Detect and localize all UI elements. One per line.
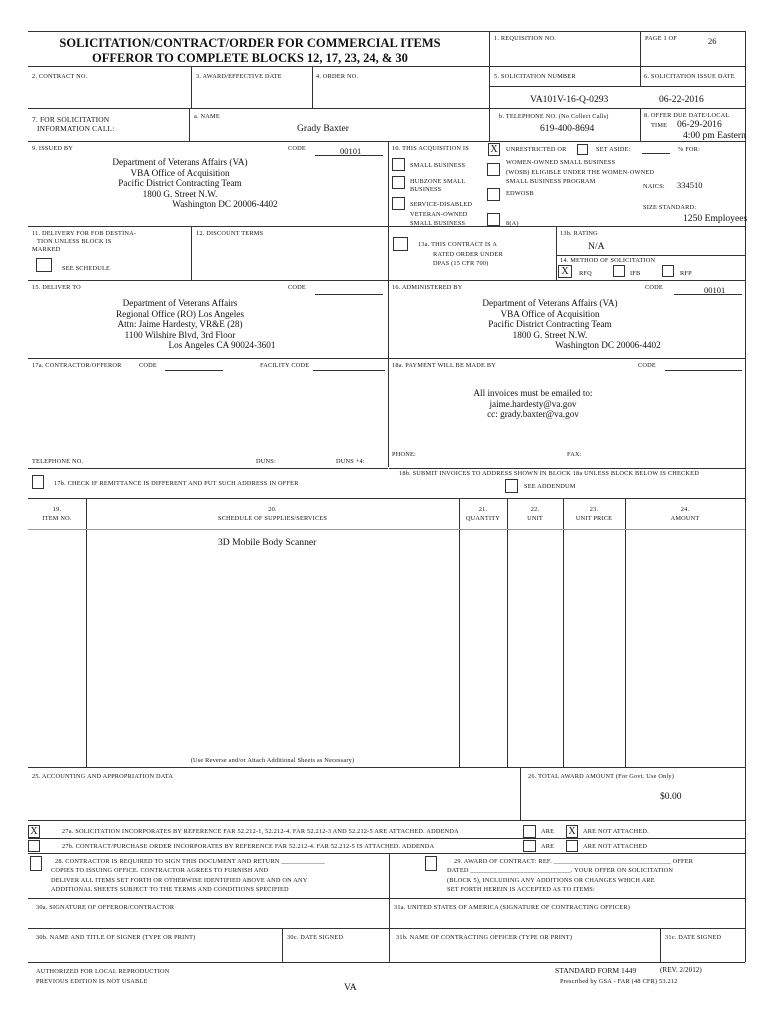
edwosb-checkbox[interactable] [487,188,500,201]
column-header-quantity [459,505,507,523]
address-line: Department of Veterans Affairs [122,298,238,308]
rating-label: 13b. RATING [560,230,598,237]
reproduction-note-line-2: PREVIOUS EDITION IS NOT USABLE [36,977,148,985]
percent-for-label: % FOR: [678,146,701,153]
due-date[interactable]: 06-29-2016 [677,119,722,130]
column-header-schedule-label: SCHEDULE OF SUPPLIES/SERVICES [217,515,328,522]
small-business-checkbox[interactable] [392,158,405,171]
address-line: VBA Office of Acquisition [130,167,230,178]
page-total: 26 [708,36,717,46]
hubzone-checkbox[interactable] [392,176,405,189]
rfq-label: RFQ [579,270,592,277]
acquisition-label: 10. THIS ACQUISITION IS [392,145,469,152]
contact-name[interactable]: Grady Baxter [297,123,349,134]
ref-27b-not-attached-label: ARE NOT ATTACHED [583,843,648,850]
wosb-label-1: WOMEN-OWNED SMALL BUSINESS [506,159,616,166]
total-amount[interactable]: $0.00 [660,791,682,802]
prescribed-by-label: Prescribed by GSA - FAR (48 CFR) 53.212 [560,978,678,985]
ref-27a-are-checkbox[interactable] [523,825,536,838]
ref-27b-are-checkbox[interactable] [523,840,536,852]
administered-by-address [400,298,700,351]
sdvosb-checkbox[interactable] [392,197,405,210]
info-call-label [32,115,115,133]
info-call-label-2: INFORMATION CALL: [37,124,115,133]
see-schedule-checkbox[interactable] [36,258,52,272]
accounting-label: 25. ACCOUNTING AND APPROPRIATION DATA [32,773,174,780]
block-29-line-1: 29. AWARD OF CONTRACT: REF. ___________________________________ OFFER [454,858,694,865]
ref-27a-checkbox[interactable]: X [28,825,40,838]
submit-invoices-label: 18b. SUBMIT INVOICES TO ADDRESS SHOWN IN BLOCK 18a UNLESS BLOCK BELOW IS CHECKED [399,470,699,477]
payment-code-label: CODE [638,362,656,369]
signer-name-label[interactable]: 30b. NAME AND TITLE OF SIGNER (TYPE OR PRINT) [36,934,196,941]
issued-code-label: CODE [288,145,306,152]
rated-order-checkbox[interactable] [393,237,408,251]
size-standard-label: SIZE STANDARD: [643,204,697,211]
column-header-unit-price-label: UNIT PRICE [575,515,613,522]
sdvosb-label [410,200,472,229]
column-header-unit-price [563,505,625,523]
address-line: Pacific District Contracting Team [118,178,242,188]
address-line: Washington DC 20006-4402 [172,199,278,209]
column-header-item [28,505,86,523]
solicitation-no-label: 5. SOLICITATION NUMBER [494,73,576,80]
set-aside-checkbox[interactable] [577,144,588,155]
ref-27b-checkbox[interactable] [28,840,40,852]
address-line: Los Angeles CA 90024-3601 [168,340,276,350]
agency-label: VA [344,982,357,993]
address-line: 1800 G. Street N.W. [512,329,588,340]
column-header-item-label: ITEM NO. [42,515,72,522]
block-28-line-1: 28. CONTRACTOR IS REQUIRED TO SIGN THIS DOCUMENT AND RETURN _____________ [55,858,325,865]
column-header-unit-number: 22. [530,506,540,513]
column-header-amount-label: AMOUNT [670,515,700,522]
column-header-schedule-number: 20. [268,506,277,513]
ref-27a-not-attached-checkbox[interactable]: X [566,825,578,838]
column-header-unit-label: UNIT [527,515,543,522]
delivery-label-3: MARKED [32,246,61,253]
sdvosb-label-1: SERVICE-DISABLED [410,201,473,208]
ref-27b-label: 27b. CONTRACT/PURCHASE ORDER INCORPORATES BY REFERENCE FAR 52.212-4. FAR 52.212-5 IS ATTACHED. ADDENDA [62,843,435,850]
column-header-schedule [86,505,459,523]
ref-27a-are-label: ARE [541,828,555,835]
page-label: PAGE 1 OF [645,35,678,42]
ref-27a-label: 27a. SOLICITATION INCORPORATES BY REFERENCE FAR 52.212-1, 52.212-4. FAR 52.212-3 AND 52.212-5 ARE ATTACHED. ADDENDA [62,828,459,835]
contracting-officer-signature-label[interactable]: 31a. UNITED STATES OF AMERICA (SIGNATURE OF CONTRACTING OFFICER) [394,904,631,911]
award-date-label: 3. AWARD/EFFECTIVE DATE [196,73,282,80]
offeror-signature-label[interactable]: 30a. SIGNATURE OF OFFEROR/CONTRACTOR [36,904,175,911]
block-29-line-2: DATED ______________________________. YOUR OFFER ON SOLICITATION [447,867,674,875]
address-line: Department of Veterans Affairs (VA) [112,157,248,167]
payment-label: 18a. PAYMENT WILL BE MADE BY [392,362,497,369]
block-29-line-4: SET FORTH HEREIN IS ACCEPTED AS TO ITEMS: [447,885,595,893]
officer-date-signed-label[interactable]: 31c. DATE SIGNED [665,934,722,941]
delivery-label-2: TION UNLESS BLOCK IS [37,238,112,245]
form-title [40,36,460,66]
hubzone-label [410,178,466,194]
sdvosb-label-2: VETERAN-OWNED [410,210,468,218]
eight-a-label: 8(A) [506,220,519,227]
discount-terms-label: 12. DISCOUNT TERMS [196,230,264,237]
block-29-line-3: (BLOCK 5), INCLUDING ANY ADDITIONS OR CHANGES WHICH ARE [447,876,655,884]
address-line: Washington DC 20006-4402 [555,340,661,350]
invoice-line[interactable]: jaime.hardesty@va.gov [489,398,577,409]
column-header-amount [625,505,745,523]
total-amount-label: 26. TOTAL AWARD AMOUNT (For Govt. Use Only) [528,773,675,780]
duns-label: DUNS: [256,458,276,465]
naics-code[interactable]: 334510 [677,180,703,190]
column-header-unit [507,505,563,523]
rfp-checkbox[interactable] [662,265,674,277]
requisition-label: 1. REQUISITION NO. [494,35,557,42]
reverse-note: (Use Reverse and/or Attach Additional Sheets as Necessary) [190,757,355,764]
wosb-label [506,158,654,187]
rfp-label: RFP [680,270,692,277]
unrestricted-checkbox[interactable]: X [488,143,500,156]
due-date-label: 8. OFFER DUE DATE/LOCAL [644,112,730,119]
form-title-line-1: SOLICITATION/CONTRACT/ORDER FOR COMMERCIAL ITEMS [59,36,441,50]
column-header-amount-number: 24. [680,506,690,513]
facility-code-label: FACILITY CODE [260,362,310,369]
edwosb-label: EDWOSB [506,190,534,197]
issued-by-label: 9. ISSUED BY [32,145,74,152]
deliver-code-label: CODE [288,284,306,291]
duns4-label: DUNS +4: [336,458,365,465]
telephone-no-label: TELEPHONE NO. [32,458,84,465]
block-28-line-3: DELIVER ALL ITEMS SET FORTH OR OTHERWISE IDENTIFIED ABOVE AND ON ANY [51,876,308,884]
set-aside-label: SET ASIDE: [596,146,631,153]
ifb-checkbox[interactable] [613,265,625,277]
naics-label: NAICS: [643,183,665,190]
rating-value[interactable]: N/A [588,241,605,252]
block-28-text [51,857,325,894]
address-line: Department of Veterans Affairs (VA) [482,298,618,308]
remittance-checkbox[interactable] [32,475,44,489]
time-label: TIME [651,122,668,129]
block-28-line-4: ADDITIONAL SHEETS SUBJECT TO THE TERMS AND CONDITIONS SPECIFIED [51,885,289,893]
invoice-line: All invoices must be emailed to: [473,388,593,398]
invoice-instructions [418,388,648,420]
column-header-unit-price-number: 23. [589,506,599,513]
column-header-quantity-number: 21. [478,506,488,513]
rated-order-label-3: DPAS (15 CFR 700) [433,260,489,267]
address-line: Pacific District Contracting Team [488,319,612,329]
delivery-label [32,230,136,254]
rated-order-label-1: 13a. THIS CONTRACT IS A [418,241,498,248]
info-call-label-1: 7. FOR SOLICITATION [32,115,110,124]
reproduction-note-line-1: AUTHORIZED FOR LOCAL REPRODUCTION [36,968,170,975]
issued-by-address [30,157,330,210]
address-line: Regional Office (RO) Los Angeles [116,308,244,319]
column-header-item-number: 19. [52,506,62,513]
invoice-line[interactable]: cc: grady.baxter@va.gov [487,409,579,419]
address-line: VBA Office of Acquisition [500,308,600,319]
contractor-code-label: CODE [139,362,157,369]
rfq-checkbox[interactable]: X [558,265,572,278]
revision-label: (REV. 2/2012) [660,966,702,974]
sdvosb-label-3: SMALL BUSINESS [410,220,466,227]
block-29-text [447,857,694,894]
rated-order-label [418,240,503,269]
contracting-officer-name-label[interactable]: 31b. NAME OF CONTRACTING OFFICER (TYPE OR PRINT) [396,934,573,941]
size-standard[interactable]: 1250 Employees [683,213,748,224]
eight-a-checkbox[interactable] [487,213,500,226]
small-business-label: SMALL BUSINESS [410,162,466,169]
see-addendum-checkbox[interactable] [505,479,518,493]
solicitation-number[interactable]: VA101V-16-Q-0293 [530,94,609,105]
form-title-line-2: OFFEROR TO COMPLETE BLOCKS 12, 17, 23, 24, & 30 [92,51,408,65]
method-label: 14. METHOD OF SOLICITATION [560,257,656,264]
due-time[interactable]: 4:00 pm Eastern [683,130,746,141]
ref-27b-not-attached-checkbox[interactable] [566,840,578,852]
see-addendum-label: SEE ADDENDUM [524,483,576,490]
standard-form-label: STANDARD FORM 1449 [555,966,637,975]
administered-by-label: 16. ADMINISTERED BY [392,284,463,291]
address-line: 1100 Wilshire Blvd, 3rd Floor [124,329,236,340]
admin-code[interactable]: 00101 [704,285,726,295]
contractor-label: 17a. CONTRACTOR/OFFEROR [32,362,122,369]
hubzone-label-2: BUSINESS [410,186,442,193]
address-line: 1800 G. Street N.W. [142,188,218,199]
contact-phone[interactable]: 619-400-8694 [540,123,595,134]
deliver-to-label: 15. DELIVER TO [32,284,81,291]
name-label: a. NAME [194,113,220,120]
unrestricted-label: UNRESTRICTED OR [506,146,567,153]
reproduction-note [36,967,170,986]
offeror-date-signed-label[interactable]: 30c. DATE SIGNED [287,934,344,941]
order-no-label: 4. ORDER NO. [316,73,359,80]
issue-date-label: 6. SOLICITATION ISSUE DATE [644,73,735,80]
block-28-line-2: COPIES TO ISSUING OFFICE. CONTRACTOR AGREES TO FURNISH AND [51,867,269,875]
column-header-quantity-label: QUANTITY [465,515,501,522]
schedule-item[interactable]: 3D Mobile Body Scanner [218,537,317,548]
issue-date[interactable]: 06-22-2016 [659,94,704,105]
wosb-label-3: SMALL BUSINESS PROGRAM [506,178,596,185]
rated-order-label-2: RATED ORDER UNDER [433,250,503,258]
wosb-checkbox[interactable] [487,163,500,176]
ref-27b-are-label: ARE [541,843,555,850]
remittance-label: 17b. CHECK IF REMITTANCE IS DIFFERENT AND PUT SUCH ADDRESS IN OFFER [54,480,299,487]
hubzone-label-1: HUBZONE SMALL [410,178,466,185]
address-line: Attn: Jaime Hardesty, VR&E (28) [117,319,243,329]
award-checkbox[interactable] [425,856,437,871]
ifb-label: IFB [630,270,641,277]
issued-code[interactable]: 00101 [340,146,362,156]
see-schedule-label: SEE SCHEDULE [62,265,111,272]
phone-label: b. TELEPHONE NO. (No Collect Calls) [499,113,609,120]
wosb-label-2: (WOSB) ELIGIBLE UNDER THE WOMEN-OWNED [506,168,655,176]
phone-short-label: PHONE: [392,451,416,458]
delivery-label-1: 11. DELIVERY FOR FOB DESTINA- [32,230,137,237]
ref-27a-not-attached-label: ARE NOT ATTACHED. [583,828,649,835]
contract-no-label: 2. CONTRACT NO. [32,73,88,80]
admin-code-label: CODE [645,284,663,291]
deliver-to-address [30,298,330,351]
contractor-sign-checkbox[interactable] [30,856,42,871]
fax-label: FAX: [567,451,582,458]
